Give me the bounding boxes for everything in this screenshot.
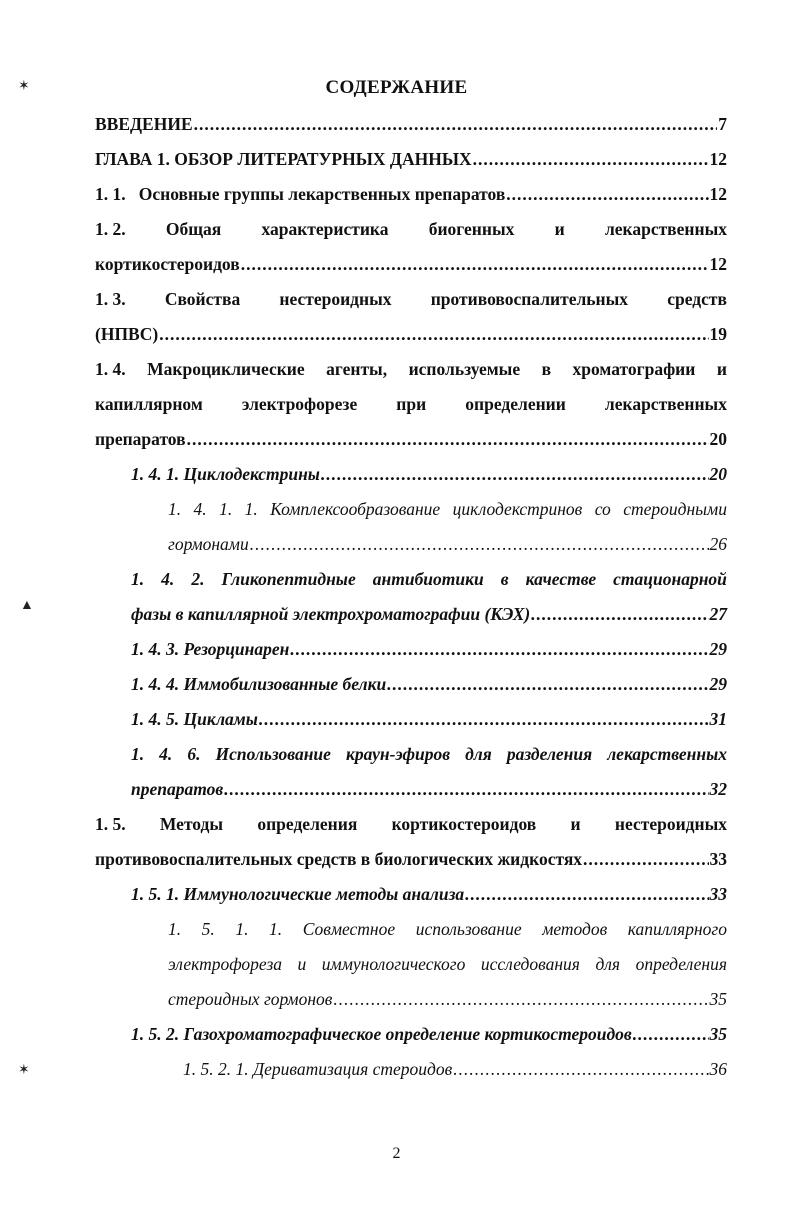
- toc-entry-1-4-6-cont[interactable]: [131, 779, 727, 800]
- toc-entry-1-4-end[interactable]: [95, 429, 727, 450]
- toc-label: противовоспалительных средств в биологических жидкостях: [95, 849, 583, 869]
- toc-label: ГЛАВА 1. ОБЗОР ЛИТЕРАТУРНЫХ ДАННЫХ: [95, 149, 472, 169]
- toc-page: 35: [709, 989, 727, 1009]
- toc-entry-1-3[interactable]: 1. 3. Свойства нестероидных противовоспалительных средств: [95, 289, 727, 309]
- toc-entry-1-4-2[interactable]: 1. 4. 2. Гликопептидные антибиотики в качестве стационарной: [131, 569, 727, 589]
- toc-entry-1-1[interactable]: [95, 184, 727, 205]
- toc-label: 1. 4. 1. Циклодекстрины: [131, 464, 320, 484]
- toc-label: гормонами: [168, 534, 249, 554]
- toc-page: 26: [709, 534, 727, 554]
- toc-page: 33: [709, 884, 727, 904]
- toc-page: 27: [709, 604, 727, 624]
- toc-entry-1-2-cont[interactable]: [95, 254, 727, 275]
- toc-label: ВВЕДЕНИЕ: [95, 114, 193, 134]
- toc-entry-1-4-3[interactable]: [131, 639, 727, 660]
- toc-entry-1-4-cont[interactable]: капиллярном электрофорезе при определении лекарственных: [95, 394, 727, 414]
- toc-page: 31: [709, 709, 727, 729]
- toc-page: 19: [709, 324, 727, 344]
- toc-page: 29: [709, 674, 727, 694]
- toc-entry-1-5-2-1[interactable]: [183, 1059, 727, 1080]
- scan-mark: ▲: [20, 598, 34, 613]
- toc-entry-1-4-2-cont[interactable]: [131, 604, 727, 625]
- toc-number: 1. 1.: [95, 184, 126, 204]
- toc-label: 1. 5. 1. Иммунологические методы анализа: [131, 884, 465, 904]
- toc-entry-1-4[interactable]: 1. 4. Макроциклические агенты, используемые в хроматографии и: [95, 359, 727, 379]
- toc-label: Основные группы лекарственных препаратов: [138, 184, 506, 204]
- toc-page: 12: [709, 149, 727, 169]
- toc-page: 7: [718, 114, 727, 134]
- toc-page: 20: [709, 464, 727, 484]
- toc-entry-1-5-1-1-end[interactable]: [168, 989, 727, 1010]
- toc-entry-1-4-6[interactable]: 1. 4. 6. Использование краун-эфиров для разделения лекарственных: [131, 744, 727, 764]
- toc-entry-1-5-2[interactable]: [131, 1024, 727, 1045]
- toc-label: 1. 5. 2. Газохроматографическое определение кортикостероидов: [131, 1024, 632, 1044]
- toc-entry-chapter-1[interactable]: [95, 149, 727, 170]
- toc-entry-1-4-1-1[interactable]: 1. 4. 1. 1. Комплексообразование циклодекстринов со стероидными: [168, 499, 727, 519]
- toc-entry-1-5-cont[interactable]: [95, 849, 727, 870]
- toc-page: 29: [709, 639, 727, 659]
- toc-page: 32: [709, 779, 727, 799]
- toc-entry-1-5-1[interactable]: [131, 884, 727, 905]
- scan-mark: ✶: [18, 1063, 30, 1078]
- toc-page: 20: [709, 429, 727, 449]
- page-title: СОДЕРЖАНИЕ: [325, 77, 468, 98]
- toc-entry-1-5-1-1[interactable]: 1. 5. 1. 1. Совместное использование методов капиллярного: [168, 919, 727, 939]
- toc-page: 36: [709, 1059, 727, 1079]
- toc-page: 12: [709, 184, 727, 204]
- page-number: 2: [392, 1145, 401, 1162]
- toc-label: фазы в капиллярной электрохроматографии (КЭХ): [131, 604, 531, 624]
- toc-label: 1. 4. 5. Цикламы: [131, 709, 258, 729]
- toc-page: 35: [709, 1024, 727, 1044]
- toc-entry-1-4-1[interactable]: [131, 464, 727, 485]
- toc-entry-1-5-1-1-cont[interactable]: электрофореза и иммунологического исследования для определения: [168, 954, 727, 974]
- toc-label: кортикостероидов: [95, 254, 240, 274]
- toc-entry-1-3-cont[interactable]: [95, 324, 727, 345]
- toc-page: 33: [709, 849, 727, 869]
- toc-entry-1-5[interactable]: 1. 5. Методы определения кортикостероидов и нестероидных: [95, 814, 727, 834]
- toc-label: препаратов: [131, 779, 224, 799]
- toc-entry-1-2[interactable]: 1. 2. Общая характеристика биогенных и лекарственных: [95, 219, 727, 239]
- toc-label: препаратов: [95, 429, 186, 449]
- scan-mark: ✶: [18, 79, 30, 94]
- toc-label: стероидных гормонов: [168, 989, 333, 1009]
- toc-entry-intro[interactable]: [95, 114, 727, 135]
- toc-entry-1-4-4[interactable]: [131, 674, 727, 695]
- toc-entry-1-4-1-1-cont[interactable]: [168, 534, 727, 555]
- toc-label: 1. 4. 4. Иммобилизованные белки: [131, 674, 387, 694]
- toc-label: 1. 4. 3. Резорцинарен: [131, 639, 290, 659]
- toc-label: 1. 5. 2. 1. Дериватизация стероидов: [183, 1059, 453, 1079]
- toc-page: 12: [709, 254, 727, 274]
- toc-entry-1-4-5[interactable]: [131, 709, 727, 730]
- toc-label: (НПВС): [95, 324, 159, 344]
